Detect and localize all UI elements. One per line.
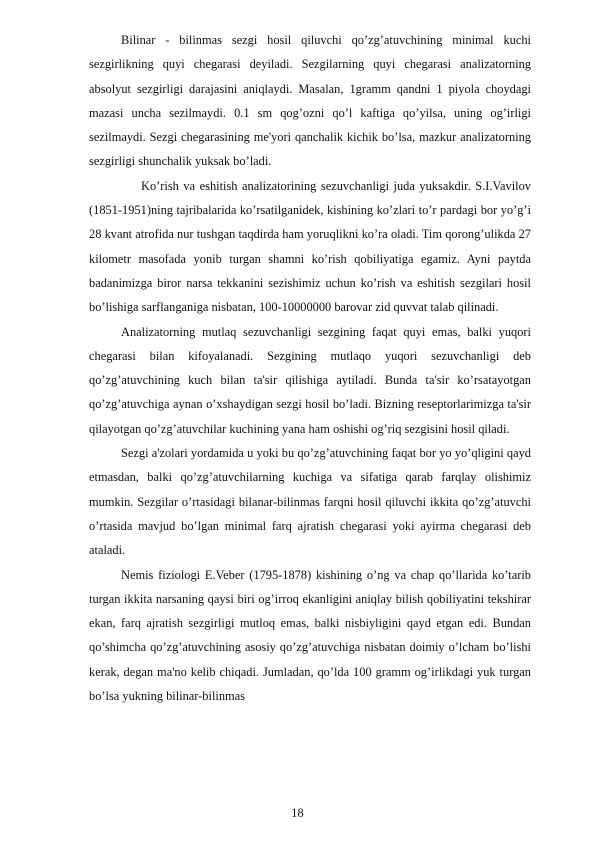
paragraph-1: Bilinar - bilinmas sezgi hosil qiluvchi qo’zg’atuvchining minimal kuchi sezgirlikning quyi chegarasi deyiladi. Sezgilarning quyi chegarasi analizatorning absolyut sezgirligi darajasini aniqlaydi. Masalan, 1gramm qandni 1 piyola choydagi mazasi uncha sezilmaydi. 0.1 sm qog’ozni qo’l kaftiga qo’yilsa, uning og’irligi sezilmaydi. Sezgi chegarasining me'yori qanchalik kichik bo’lsa, mazkur analizatorning sezgirligi shunchalik yuksak bo’ladi. [89, 33, 531, 169]
paragraph-5: Nemis fiziologi E.Veber (1795-1878) kishining o’ng va chap qo’llarida ko’tarib turgan ikkita narsaning qaysi biri og’irroq ekanligini aniqlay bilish qobiliyatini tekshirar ekan, farq ajratish sezgirligi mutloq emas, balki nisbiyligini qayd etgan edi. Bundan qo’shimcha qo’zg’atuvchining asosiy qo’zg’atuvchiga nisbatan doimiy o’lcham bo’lishi kerak, degan ma'no kelib chiqadi. Jumladan, qo’lda 100 gramm og’irlikdagi yuk turgan bo’lsa yukning bilinar-bilinmas [89, 567, 531, 704]
paragraph-2: Ko’rish va eshitish analizatorining sezuvchanligi juda yuksakdir. S.I.Vavilov (1851-1951)ning tajribalarida ko’rsatilganidek, kishining ko’zlari to’r pardagi bor yo’g’i 28 kvant atrofida nur tushgan taqdirda ham yoruqlikni ko’ra oladi. Tim qorong’ulikda 27 kilometr masofada yonib turgan shamni ko’rish qobiliyatiga egamiz. Ayni paytda badanimizga biror narsa tekkanini sezishimiz uchun ko’rish va eshitish sezgilari hosil bo’lishiga sarflanganiga nisbatan, 100-10000000 barovar zid quvvat talab qilinadi. [89, 178, 531, 315]
page-number: 18 [291, 806, 304, 820]
page-body [89, 28, 531, 708]
paragraph-3: Analizatorning mutlaq sezuvchanligi sezgining faqat quyi emas, balki yuqori chegarasi bilan kifoyalanadi. Sezgining mutlaqo yuqori sezuvchanligi deb qo’zg’atuvchining kuch bilan ta'sir qilishiga aytiladi. Bunda ta'sir ko’rsatayotgan qo’zg’atuvchiga aynan o’xshaydigan sezgi hosil bo’ladi. Bizning reseptorlarimizga ta'sir qilayotgan qo’zg’atuvchilar kuchining yana ham oshishi og’riq sezgisini hosil qiladi. [89, 324, 531, 436]
paragraph-4: Sezgi a'zolari yordamida u yoki bu qo’zg’atuvchining faqat bor yo yo’qligini qayd etmasdan, balki qo’zg’atuvchilarning kuchiga va sifatiga qarab farqlay olishimiz mumkin. Sezgilar o’rtasidagi bilanar-bilinmas farqni hosil qiluvchi ikkita qo’zg’atuvchi o’rtasida mavjud bo’lgan minimal farq ajratish chegarasi yoki ayirma chegarasi deb ataladi. [89, 446, 531, 558]
